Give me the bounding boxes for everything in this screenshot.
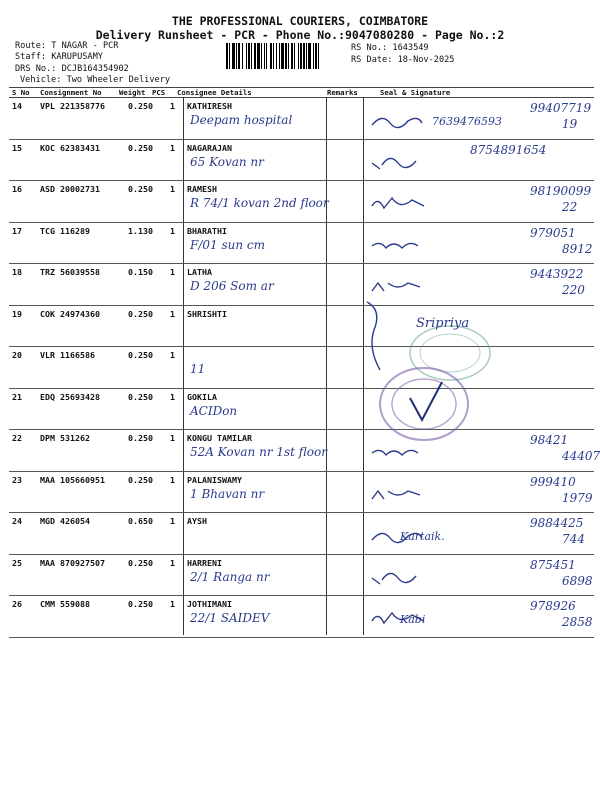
row-sno: 19 [12,308,22,319]
row-divider [9,471,594,472]
row-sno: 21 [12,391,22,402]
company-title: THE PROFESSIONAL COURIERS, COIMBATORE [171,14,429,28]
row-pcs: 1 [170,308,175,319]
row-signature [372,443,432,465]
row-consignment-no: MAA 105660951 [40,474,105,485]
row-divider [9,346,594,347]
rs-number: RS No.: 1643549 [351,43,429,53]
row-consignment-no: COK 24974360 [40,308,100,319]
row-pcs: 1 [170,350,175,360]
barcode-bar [313,43,314,69]
row-pcs: 1 [170,101,175,111]
row-weight: 0.250 [128,474,153,485]
row-consignee-name: RAMESH [187,184,217,194]
row-divider [9,139,594,140]
row-consignment-no: EDQ 25693428 [40,391,100,402]
row-divider [9,222,594,223]
row-signature-note: 7639476593 [432,115,502,128]
barcode-bar [285,43,287,69]
row-handwritten-address: 22/1 SAIDEV [190,611,270,625]
col-header-pcs: PCS [152,88,166,97]
col-header-consignee: Consignee Details [177,88,252,97]
barcode-bar [315,43,317,69]
row-handwritten-address: ACIDon [190,403,238,418]
row-handwritten-phone: 98190099 [530,184,592,198]
row-handwritten-address: D 206 Som ar [190,279,274,293]
row-sno: 23 [12,474,22,485]
row-consignee-name: GOKILA [187,391,217,402]
barcode-bar [300,43,302,69]
bracket-signature [362,300,422,380]
barcode-bar [303,43,305,69]
barcode-bar [276,43,277,69]
row-pcs: 1 [170,184,175,194]
barcode-bar [251,43,252,69]
row-handwritten-phone-suffix: 8912 [562,241,593,256]
barcode-bar [308,43,311,69]
row-pcs: 1 [170,225,175,236]
row-sno: 24 [12,516,22,526]
route-label: Route: T NAGAR - PCR [15,41,119,51]
row-pcs: 1 [170,599,175,609]
row-consignment-no: VPL 221358776 [40,101,105,111]
row-signature [372,236,432,258]
row-handwritten-address: 52A Kovan nr 1st floor [190,445,327,459]
row-consignment-no: DPM 531262 [40,433,90,443]
row-divider [9,388,594,389]
row-handwritten-phone-suffix: 6898 [562,573,593,588]
row-sno: 20 [12,350,22,360]
barcode-bar [281,43,284,69]
row-weight: 0.250 [128,350,153,360]
row-signature-note: Kartaik. [400,530,445,543]
barcode-bar [229,43,230,69]
row-consignment-no: ASD 20002731 [40,184,100,194]
row-signature-note: Kabi [400,613,426,626]
row-sno: 16 [12,184,22,194]
barcode-bar [279,43,280,69]
barcode-image [226,43,344,69]
row-handwritten-phone-suffix: 44407 [562,449,600,463]
row-handwritten-phone: 99407719 [530,101,592,115]
row-signature [372,153,432,175]
row-divider [9,429,594,430]
barcode-bar [288,43,289,69]
row-consignment-no: TCG 116289 [40,225,90,236]
row-weight: 0.250 [128,599,153,609]
row-handwritten-phone: 9884425 [530,516,584,530]
row-pcs: 1 [170,516,175,526]
row-consignment-no: CMM 559088 [40,599,90,609]
row-sno: 18 [12,267,22,277]
staff-label: Staff: KARUPUSAMY [15,52,103,62]
row-pcs: 1 [170,267,175,277]
row-divider [9,263,594,264]
row-weight: 0.250 [128,557,153,568]
row-consignee-name: AYSH [187,516,207,526]
row-consignee-name: KONGU TAMILAR [187,433,252,443]
row-weight: 0.250 [128,101,153,111]
row-consignment-no: VLR 1166586 [40,350,95,360]
row-handwritten-phone: 999410 [530,474,576,489]
drs-label: DRS No.: DCJB164354902 [15,64,129,74]
row-weight: 0.150 [128,267,153,277]
row-weight: 0.250 [128,433,153,443]
row-sno: 14 [12,101,22,111]
row-handwritten-phone-suffix: 220 [562,283,585,297]
row-weight: 0.650 [128,516,153,526]
row-signature [372,526,432,548]
barcode-bar [238,43,240,69]
row-pcs: 1 [170,433,175,443]
barcode-bar [291,43,293,69]
row-handwritten-phone: 8754891654 [470,142,547,157]
row-handwritten-phone: 9443922 [530,267,584,281]
row-sno: 25 [12,557,22,568]
row-consignee-name: BHARATHI [187,225,227,236]
row-consignment-no: KOC 62383431 [40,142,100,153]
row-handwritten-phone: 98421 [530,433,569,447]
row-sno: 15 [12,142,22,153]
barcode-bar [246,43,247,69]
row-sno: 17 [12,225,22,236]
row-handwritten-phone: 875451 [530,557,576,572]
row-consignee-name: SHRISHTI [187,308,227,319]
barcode-bar [294,43,295,69]
runsheet-subtitle: Delivery Runsheet - PCR - Phone No.:9047080280 - Page No.:2 [95,28,505,42]
row-signature [372,609,432,631]
row-consignee-name: KATHIRESH [187,101,232,111]
row-divider [9,180,594,181]
header-rule-top [9,87,594,88]
barcode-bar [242,43,243,69]
row-divider [9,637,594,638]
barcode-bar [226,43,228,69]
row-handwritten-address: 11 [190,362,206,376]
barcode-bar [254,43,256,69]
row-handwritten-phone-suffix: 22 [562,200,578,214]
row-pcs: 1 [170,391,175,402]
vehicle-label: Vehicle: Two Wheeler Delivery [20,75,171,85]
barcode-bar [270,43,272,69]
row-weight: 0.250 [128,391,153,402]
barcode-bar [264,43,265,69]
row-weight: 0.250 [128,184,153,194]
row-pcs: 1 [170,557,175,568]
stamp-signature: Sripriya [416,316,470,331]
row-signature [372,194,432,216]
barcode-bar [266,43,267,69]
row-handwritten-address: Deepam hospital [190,113,293,127]
row-pcs: 1 [170,142,175,153]
row-sno: 26 [12,599,22,609]
row-weight: 0.250 [128,142,153,153]
barcode-bar [261,43,262,69]
row-consignee-name: PALANISWAMY [187,474,242,485]
row-divider [9,512,594,513]
row-pcs: 1 [170,474,175,485]
col-header-sno: S No [12,88,30,97]
row-handwritten-address: 2/1 Ranga nr [190,569,270,584]
barcode-bar [298,43,299,69]
row-sno: 22 [12,433,22,443]
row-consignee-name: NAGARAJAN [187,142,232,153]
col-header-consignment: Consignment No [40,88,102,97]
row-handwritten-address: R 74/1 kovan 2nd floor [190,196,329,210]
row-handwritten-address: F/01 sun cm [190,237,265,252]
row-signature [372,277,432,299]
row-handwritten-phone-suffix: 19 [562,117,578,131]
row-consignment-no: TRZ 56039558 [40,267,100,277]
col-header-weight: Weight [119,88,146,97]
row-handwritten-phone: 979051 [530,225,576,240]
header-rule-bottom [9,97,594,98]
row-consignee-name: JOTHIMANI [187,599,232,609]
barcode-bar [318,43,319,69]
barcode-bar [248,43,250,69]
row-consignee-name: HARRENI [187,557,222,568]
barcode-bar [236,43,237,69]
row-consignment-no: MGD 426054 [40,516,90,526]
row-handwritten-address: 65 Kovan nr [190,154,264,169]
row-handwritten-phone-suffix: 2858 [562,615,593,629]
row-consignment-no: MAA 870927507 [40,557,105,568]
barcode-bar [306,43,307,69]
row-weight: 1.130 [128,225,153,236]
row-handwritten-phone-suffix: 744 [562,532,585,546]
row-handwritten-phone-suffix: 1979 [562,490,593,505]
row-divider [9,595,594,596]
row-divider [9,554,594,555]
col-header-remarks: Remarks [327,88,358,97]
row-weight: 0.250 [128,308,153,319]
row-divider [9,305,594,306]
row-handwritten-address: 1 Bhavan nr [190,486,265,501]
barcode-bar [257,43,260,69]
row-signature [372,485,432,507]
row-consignee-name: LATHA [187,267,212,277]
rs-date: RS Date: 18-Nov-2025 [351,55,455,65]
barcode-bar [273,43,274,69]
barcode-bar [232,43,235,69]
row-signature [372,111,432,133]
col-header-seal: Seal & Signature [380,88,451,97]
row-handwritten-phone: 978926 [530,599,576,613]
row-signature [372,568,432,590]
